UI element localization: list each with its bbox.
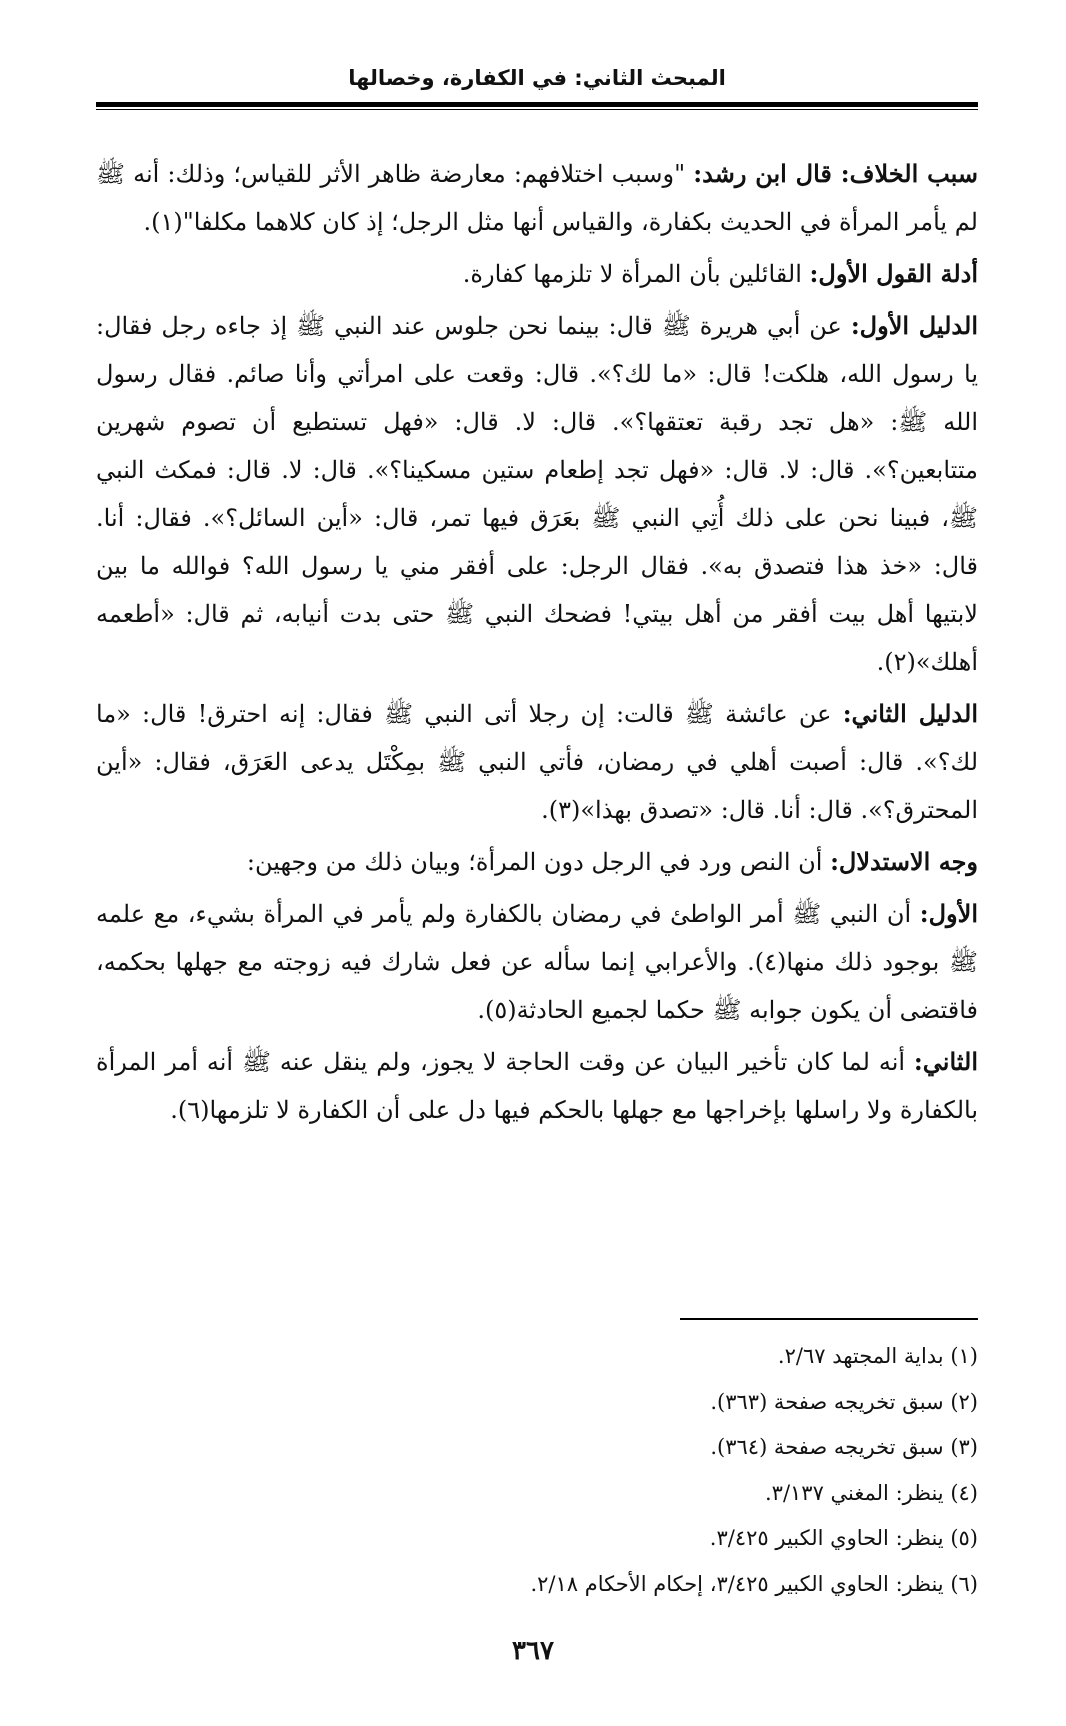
footnote: (٢) سبق تخريجه صفحة (٣٦٣). [710, 1389, 978, 1414]
footnote: (٦) ينظر: الحاوي الكبير ٣/٤٢٥، إحكام الأحكام ٢/١٨. [530, 1571, 978, 1596]
paragraph-heading: وجه الاستدلال: [830, 847, 978, 876]
footnote: (٤) ينظر: المغني ٣/١٣٧. [764, 1480, 978, 1505]
paragraph-first-aspect [96, 890, 978, 1034]
paragraph-second-evidence [96, 690, 978, 834]
paragraph-text: أن النبي ﷺ أمر الواطئ في رمضان بالكفارة ولم يأمر في المرأة بشيء، مع علمه ﷺ بوجود ذلك منها(٤). والأعرابي إنما سأله عن فعل شارك فيه زوجته مع جهلها بحكمه، فاقتضى أن يكون جوابه ﷺ حكما لجميع الحادثة(٥). [96, 900, 978, 1024]
page-number: ٣٦٧ [512, 1636, 554, 1666]
paragraph-heading: سبب الخلاف: قال ابن رشد: [693, 159, 978, 188]
paragraph-first-opinion-evidence [96, 250, 978, 298]
header-divider [96, 102, 978, 110]
footnote: (١) بداية المجتهد ٢/٦٧. [777, 1344, 978, 1368]
paragraph-text: أنه لما كان تأخير البيان عن وقت الحاجة لا يجوز، ولم ينقل عنه ﷺ أنه أمر المرأة بالكفارة ولا راسلها بإخراجها مع جهلها بالحكم فيها دل على أن الكفارة لا تلزمها(٦). [96, 1048, 978, 1124]
paragraph-text: عن أبي هريرة ﷺ قال: بينما نحن جلوس عند النبي ﷺ إذ جاءه رجل فقال: يا رسول الله، هلكت! قال: «ما لك؟». قال: وقعت على امرأتي وأنا صائم. فقال رسول الله ﷺ: «هل تجد رقبة تعتقها؟». قال: لا. قال: «فهل تستطيع أن تصوم شهرين متتابعين؟». قال: لا. قال: «فهل تجد إطعام ستين مسكينا؟». قال: لا. قال: فمكث النبي ﷺ، فبينا نحن على ذلك أُتِي النبي ﷺ بعَرَق فيها تمر، قال: «أين السائل؟». فقال: أنا. قال: «خذ هذا فتصدق به». فقال الرجل: على أفقر مني يا رسول الله؟ فوالله ما بين لابتيها أهل بيت أفقر من أهل بيتي! فضحك النبي ﷺ حتى بدت أنيابه، ثم قال: «أطعمه أهلك»(٢). [96, 312, 979, 676]
paragraph-first-evidence [96, 302, 978, 686]
paragraph-text: عن عائشة ﷺ قالت: إن رجلا أتى النبي ﷺ فقال: إنه احترق! قال: «ما لك؟». قال: أصبت أهلي في رمضان، فأتي النبي ﷺ بمِكْتَل يدعى العَرَق، فقال: «أين المحترق؟». قال: أنا. قال: «تصدق بهذا»(٣). [96, 700, 979, 824]
footnote-divider [680, 1318, 978, 1320]
paragraph-text: أن النص ورد في الرجل دون المرأة؛ وبيان ذلك من وجهين: [246, 848, 831, 876]
paragraph-heading: أدلة القول الأول: [809, 259, 978, 288]
footnote: (٥) ينظر: الحاوي الكبير ٣/٤٢٥. [709, 1526, 978, 1550]
paragraph-heading: الدليل الثاني: [842, 699, 979, 728]
main-text [96, 150, 978, 1138]
footnote: (٣) سبق تخريجه صفحة (٣٦٤). [710, 1435, 978, 1459]
paragraph-heading: الأول: [919, 899, 978, 928]
paragraph-heading: الدليل الأول: [850, 311, 979, 340]
paragraph-text: القائلين بأن المرأة لا تلزمها كفارة. [462, 260, 810, 288]
paragraph-text: "وسبب اختلافهم: معارضة ظاهر الأثر للقياس؛ وذلك: أنه ﷺ لم يأمر المرأة في الحديث بكفارة، والقياس أنها مثل الرجل؛ إذ كان كلاهما مكلفا"(١). [96, 160, 978, 236]
paragraph-cause-of-dispute [96, 150, 978, 246]
paragraph-heading: الثاني: [913, 1047, 978, 1076]
paragraph-second-aspect [96, 1038, 978, 1134]
paragraph-inference [96, 838, 978, 886]
footnotes [96, 1334, 978, 1607]
running-header: المبحث الثاني: في الكفارة، وخصالها [348, 66, 726, 90]
